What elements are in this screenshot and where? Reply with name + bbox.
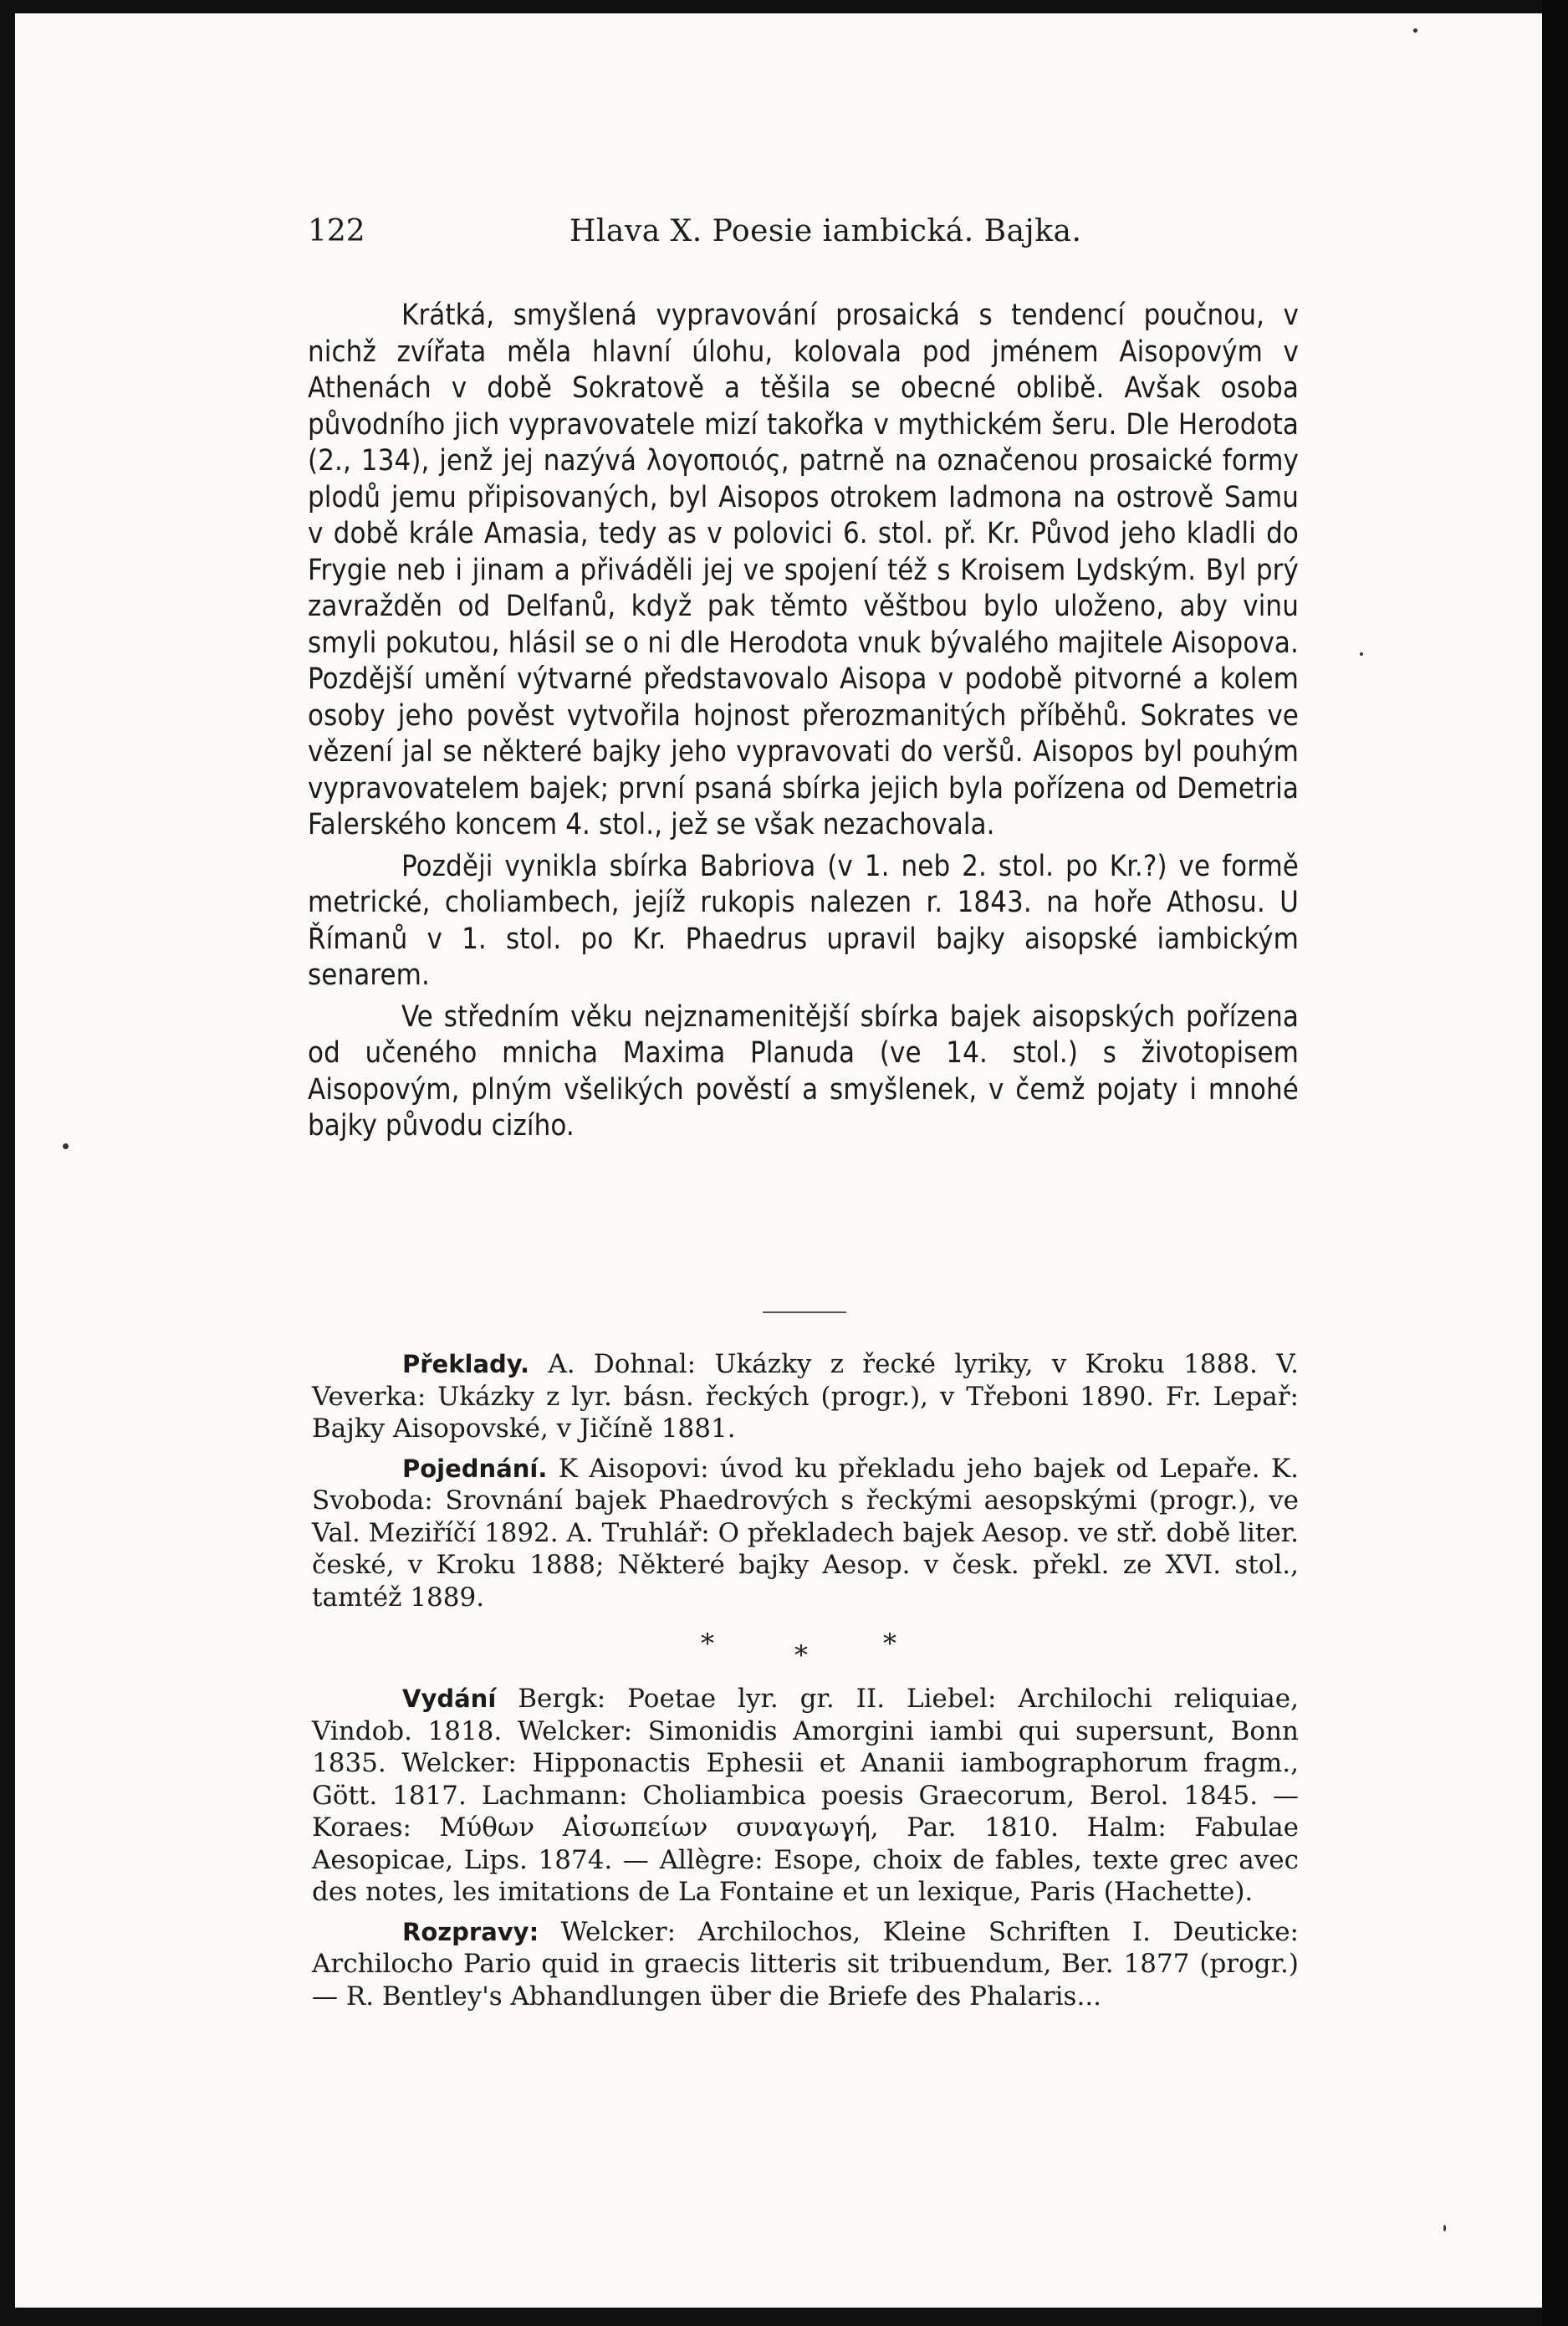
page-header bbox=[289, 214, 1297, 256]
page-number: 122 bbox=[308, 214, 365, 248]
note-text: Bergk: Poetae lyr. gr. II. Liebel: Archilochi reliquiae, Vindob. 1818. Welcker: Simonidis Amorgini iambi qui supersunt, Bonn 1835. Welcker: Hipponactis Ephesii et Ananii iambographorum fragm., Gött. 1817. Lachmann: Choliambica poesis Graecorum, Berol. 1845. — Koraes: Μύθων Αἰσωπείων συναγωγή, Par. 1810. Halm: Fabulae Aesopicae, Lips. 1874. — Allègre: Esope, choix de fables, texte grec avec des notes, les imitations de La Fontaine et un lexique, Paris (Hachette). bbox=[312, 1684, 1299, 1907]
asterism bbox=[701, 1628, 910, 1669]
asterisk: * bbox=[883, 1628, 896, 1659]
note-text: Welcker: Archilochos, Kleine Schriften I. Deuticke: Archilocho Pario quid in graecis litteris sit tribuendum, Ber. 1877 (progr.) — R. Bentley's Abhandlungen über die Briefe des Phalaris... bbox=[312, 1916, 1299, 2012]
asterisk: * bbox=[701, 1628, 714, 1659]
note-label: Rozpravy: bbox=[402, 1917, 539, 1946]
note-editions bbox=[312, 1683, 1299, 1909]
note-text: K Aisopovi: úvod ku překladu jeho bajek od Lepaře. K. Svoboda: Srovnání bajek Phaedrových s řeckými aesopskými (progr.), ve Val. Meziříčí 1892. A. Truhlář: O překladech bajek Aesop. ve stř. době liter. české, v Kroku 1888; Některé bajky Aesop. v česk. překl. ze XVI. stol., tamtéž 1889. bbox=[312, 1453, 1299, 1613]
section-divider bbox=[763, 1311, 846, 1313]
note-label: Pojednání. bbox=[402, 1454, 548, 1483]
note-label: Překlady. bbox=[402, 1350, 530, 1378]
bibliography-notes bbox=[312, 1348, 1299, 1613]
scan-speck bbox=[63, 1143, 69, 1149]
note-label: Vydání bbox=[402, 1684, 497, 1713]
paragraph: Krátká, smyšlená vypravování prosaická s tendencí poučnou, v nichž zvířata měla hlavní úlohu, kolovala pod jménem Aisopovým v Athenách v době Sokratově a těšila se obecné oblibě. Avšak osoba původního jich vypravovatele mizí takořka v mythickém šeru. Dle Herodota (2., 134), jenž jej nazývá λογοποιός, patrně na označenou prosaické formy plodů jemu připisovaných, byl Aisopos otrokem Iadmona na ostrově Samu v době krále Amasia, tedy as v polovici 6. stol. př. Kr. Původ jeho kladli do Frygie neb i jinam a přiváděli jej ve spojení též s Kroisem Lydským. Byl prý zavražděn od Delfanů, když pak těmto věštbou bylo uloženo, aby vinu smyli pokutou, hlásil se o ni dle Herodota vnuk bývalého majitele Aisopova. Pozdější umění výtvarné představovalo Aisopa v podobě pitvorné a kolem osoby jeho pověst vytvořila hojnost přerozmanitých příběhů. Sokrates ve vězení jal se některé bajky jeho vypravovati do veršů. Aisopos byl pouhým vypravovatelem bajek; první psaná sbírka jejich byla pořízena od Demetria Falerského koncem 4. stol., jež se však nezachovala. bbox=[308, 299, 1299, 841]
main-text bbox=[308, 298, 1299, 1145]
note-text: A. Dohnal: Ukázky z řecké lyriky, v Kroku 1888. V. Veverka: Ukázky z lyr. básn. řeckých (progr.), v Třeboni 1890. Fr. Lepař: Bajky Aisopovské, v Jičíně 1881. bbox=[312, 1349, 1299, 1444]
paragraph: Později vynikla sbírka Babriova (v 1. neb 2. stol. po Kr.?) ve formě metrické, choliambech, jejíž rukopis nalezen r. 1843. na hoře Athosu. U Římanů v 1. stol. po Kr. Phaedrus upravil bajky aisopské iambickým senarem. bbox=[308, 849, 1299, 992]
note-discussions bbox=[312, 1916, 1299, 2013]
scan-border bbox=[1542, 0, 1568, 2326]
asterisk: * bbox=[794, 1639, 808, 1671]
scan-speck bbox=[1443, 2225, 1446, 2231]
running-head: Hlava X. Poesie iambická. Bajka. bbox=[569, 214, 1082, 248]
scan-speck bbox=[1360, 652, 1363, 656]
note-translations bbox=[312, 1348, 1299, 1445]
paragraph: Ve středním věku nejznamenitější sbírka bajek aisopských pořízena od učeného mnicha Maxima Planuda (ve 14. stol.) s životopisem Aisopovým, plným všelikých pověstí a smyšlenek, v čemž pojaty i mnohé bajky původu cizího. bbox=[308, 999, 1299, 1143]
editions-notes bbox=[312, 1683, 1299, 2012]
note-treatises bbox=[312, 1453, 1299, 1614]
scan-speck bbox=[1413, 28, 1417, 33]
